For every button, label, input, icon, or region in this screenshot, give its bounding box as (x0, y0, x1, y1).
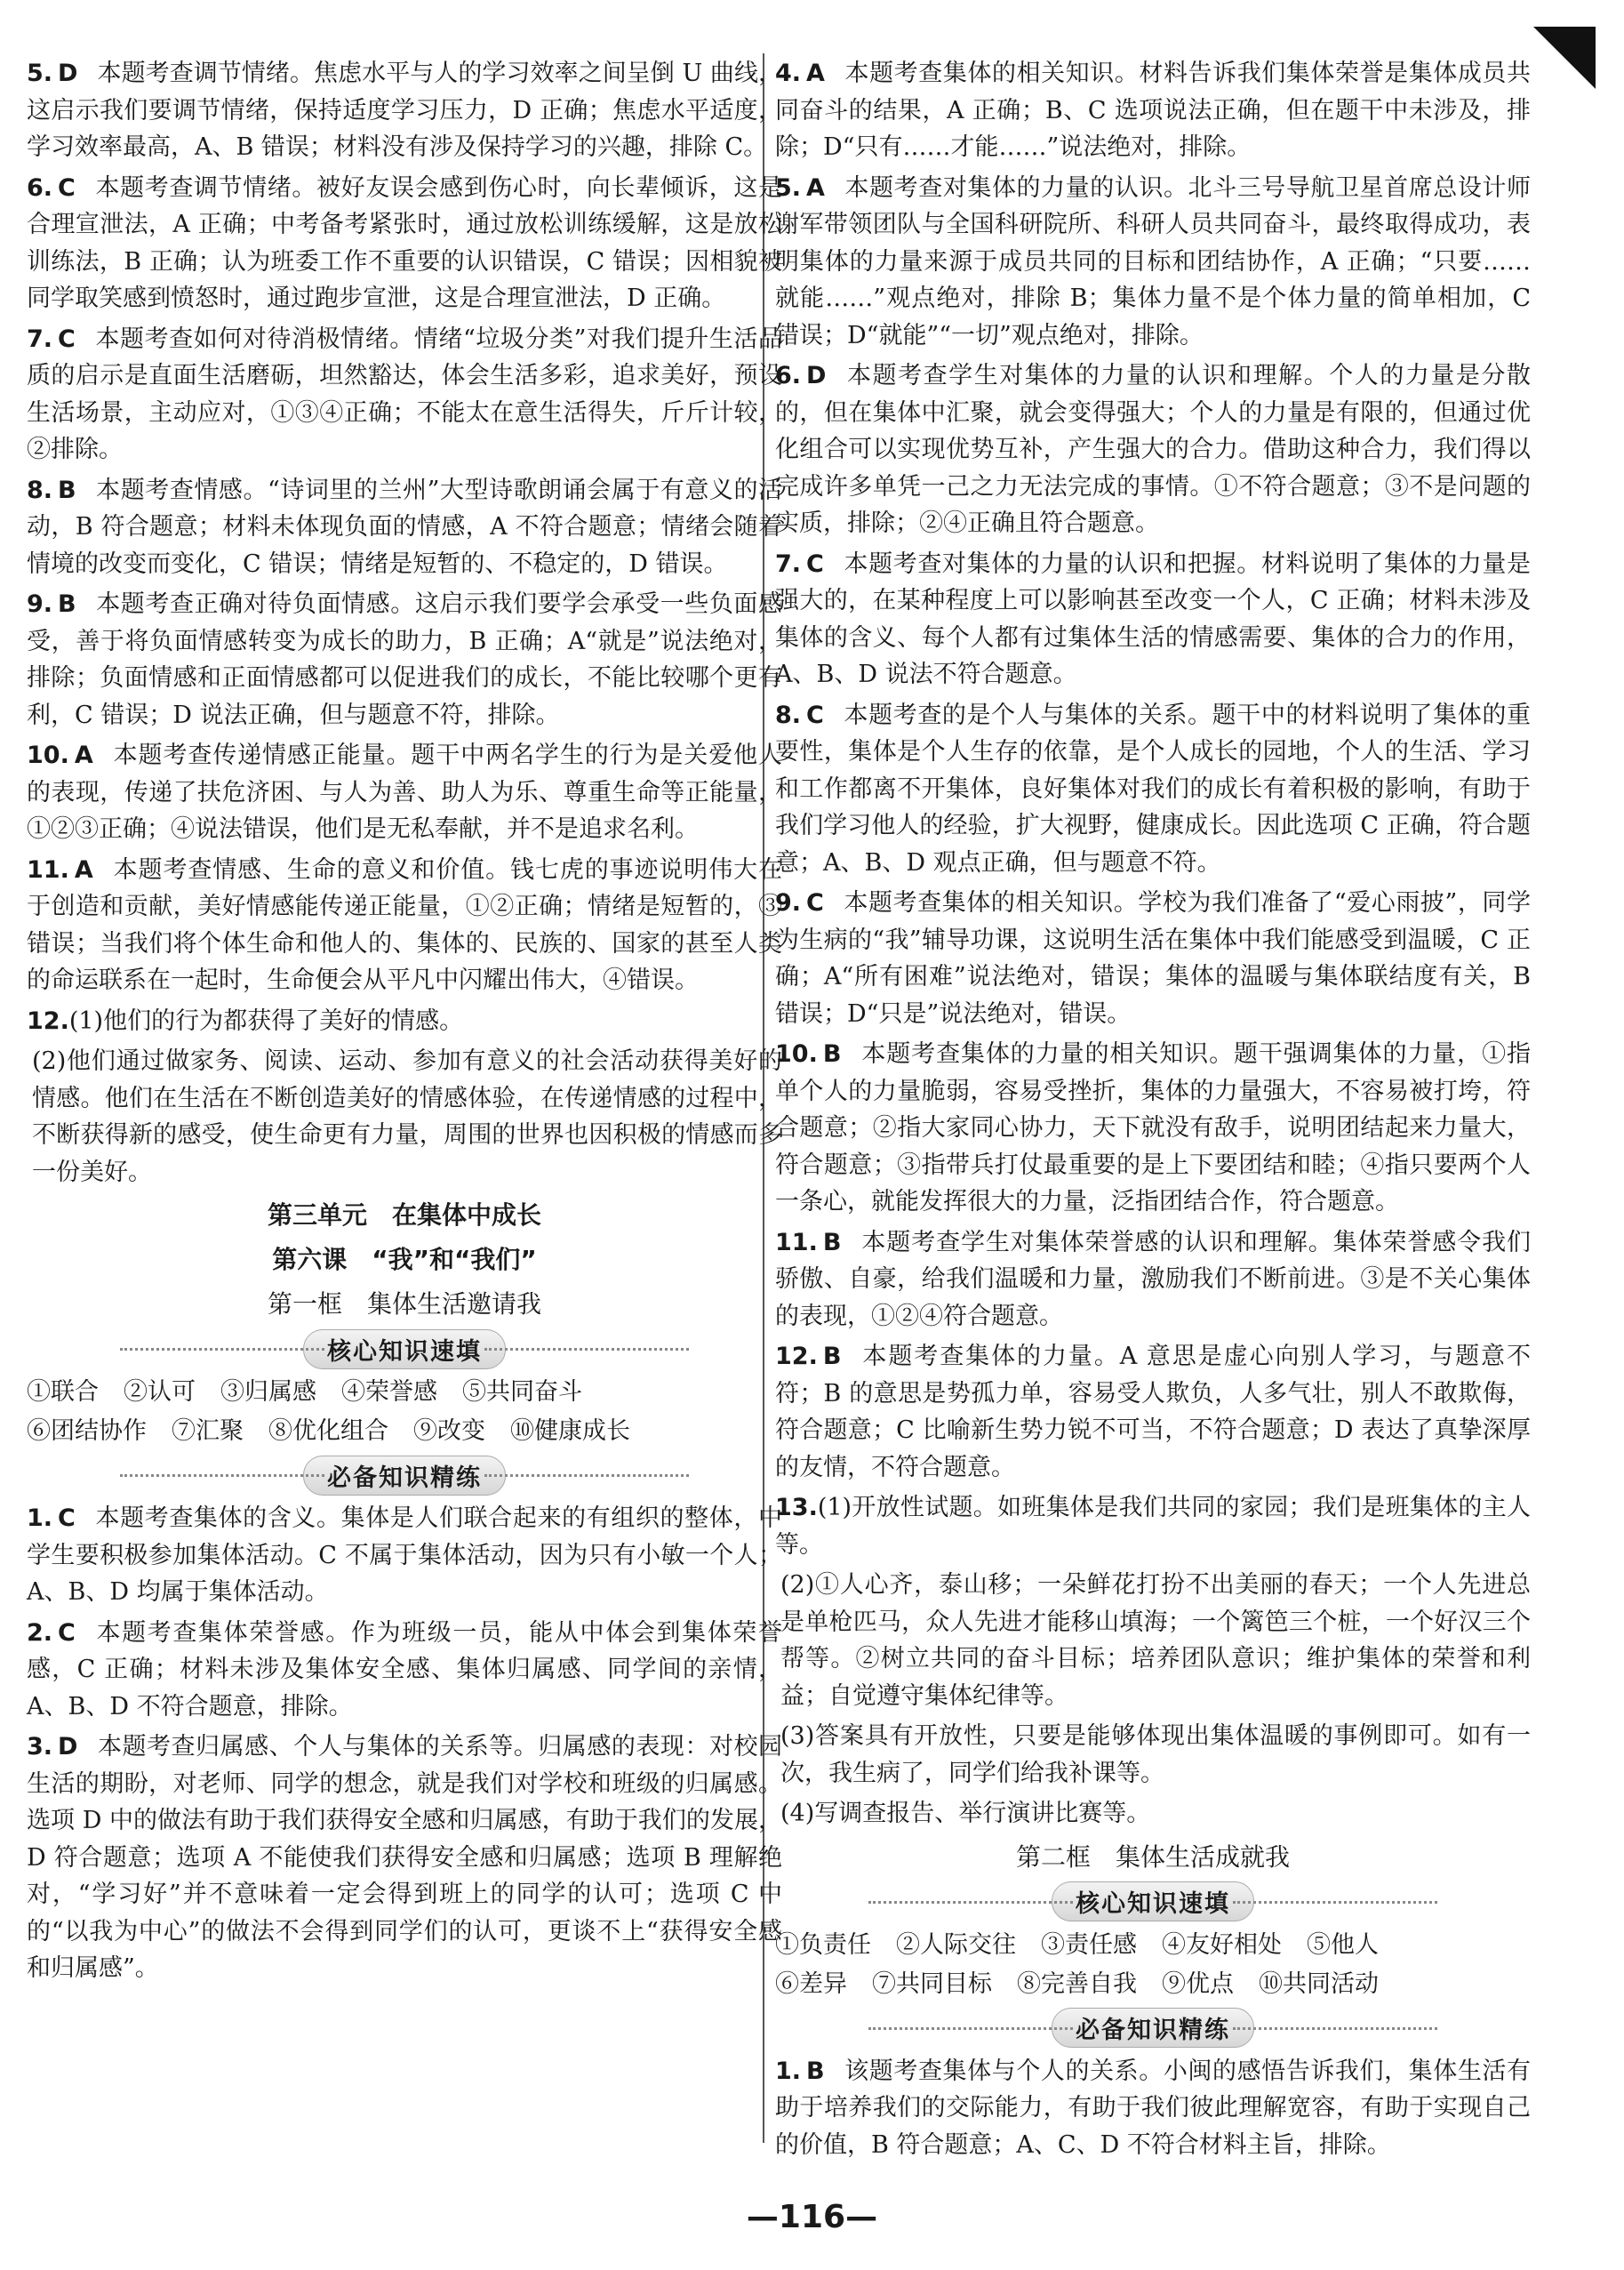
answer-letter: C (58, 325, 76, 353)
practice-label-2: 必备知识精练 (1052, 2008, 1254, 2048)
fill-item: ⑦汇聚 (172, 1417, 244, 1445)
right-answer-list (775, 55, 1531, 1563)
answer-13-part2: (2)①人心齐，泰山移；一朵鲜花打扮不出美丽的春天；一个人先进总是单枪匹马，众人先进才能移山填海；一个篱笆三个桩，一个好汉三个帮等。②树立共同的奋斗目标；培养团队意识；维护集体的荣誉和利益；自觉遵守集体纪律等。 (780, 1571, 1531, 1710)
core-knowledge-banner (27, 1329, 782, 1368)
question-number: 10. (27, 742, 69, 769)
question-number: 3. (27, 1733, 53, 1761)
question-number: 6. (27, 173, 53, 202)
answer-letter: B (806, 2057, 825, 2085)
practice-label: 必备知识精练 (303, 1456, 506, 1496)
explanation-text: 本题考查集体的含义。集体是人们联合起来的有组织的整体，中学生要积极参加集体活动。C 不属于集体活动，因为只有小敏一个人；A、B、D 均属于集体活动。 (27, 1504, 782, 1606)
explanation-text: 本题考查对集体的力量的认识和把握。材料说明了集体的力量是强大的，在某种程度上可以影响甚至改变一个人，C 正确；材料未涉及集体的含义、每个人都有过集体生活的情感需要、集体的合力的作用，A、B、D 说法不符合题意。 (775, 549, 1531, 688)
answer-letter: D (58, 60, 78, 87)
explanation-text: 本题考查学生对集体荣誉感的认识和理解。集体荣誉感令我们骄傲、自豪，给我们温暖和力量，激励我们不断前进。③是不关心集体的表现，①②④符合题意。 (775, 1228, 1531, 1330)
answer-item (775, 885, 1531, 1032)
answer-item (775, 1338, 1531, 1486)
answer-letter: A (806, 173, 825, 202)
answer-letter: D (58, 1733, 78, 1761)
question-number: 13. (775, 1494, 818, 1521)
answer-letter: A (74, 855, 93, 884)
page-number: —116— (746, 2199, 878, 2235)
fill-item: ⑥差异 (775, 1969, 847, 1998)
question-number: 5. (27, 60, 53, 87)
question-number: 7. (27, 325, 53, 353)
answer-item (27, 737, 782, 848)
core-knowledge-label-2: 核心知识速填 (1052, 1881, 1254, 1921)
question-number: 1. (27, 1504, 53, 1532)
explanation-text: 该题考查集体与个人的关系。小闽的感悟告诉我们，集体生活有助于培养我们的交际能力，有助于我们彼此理解宽容，有助于实现自己的价值，B 符合题意；A、C、D 不符合材料主旨，排除。 (775, 2057, 1531, 2159)
fill-item: ①负责任 (775, 1930, 871, 1959)
fill-item: ⑩共同活动 (1259, 1969, 1379, 1998)
answer-letter: B (822, 1343, 842, 1370)
explanation-text: 本题考查正确对待负面情感。这启示我们要学会承受一些负面感受，善于将负面情感转变为成长的助力，B 正确；A“就是”说法绝对，排除；负面情感和正面情感都可以促进我们的成长，不能比较哪个更有利，C 错误；D 说法正确，但与题意不符，排除。 (27, 590, 782, 729)
explanation-text: 本题考查归属感、个人与集体的关系等。归属感的表现：对校园生活的期盼，对老师、同学的想念，就是我们对学校和班级的归属感。选项 D 中的做法有助于我们获得安全感和归属感，有助于我们的发展，D 符合题意；选项 A 不能使我们获得安全感和归属感；选项 B 理解绝对，“学习好”并不意味着一定会得到班上的同学的认可；选项 C 中的“以我为中心”的做法不会得到同学们的认可，更谈不上“获得安全感和归属感”。 (27, 1733, 782, 1982)
answer-item (27, 170, 782, 317)
question-number: 4. (775, 60, 802, 87)
unit-title: 第三单元 在集体中成长 (267, 1200, 541, 1230)
fill-row-4 (775, 1966, 1531, 2003)
explanation-text: 本题考查的是个人与集体的关系。题干中的材料说明了集体的重要性，集体是个人生存的依靠，是个人成长的园地，个人的生活、学习和工作都离不开集体，良好集体对我们的成长有着积极的影响，有助于我们学习他人的经验，扩大视野，健康成长。因此选项 C 正确，符合题意；A、B、D 观点正确，但与题意不符。 (775, 701, 1531, 877)
fill-item: ④友好相处 (1162, 1930, 1282, 1959)
fill-row-1 (27, 1374, 782, 1411)
lesson-title: 第六课 “我”和“我们” (272, 1245, 537, 1274)
answer-letter: C (58, 1618, 76, 1647)
question-number: 6. (775, 362, 802, 389)
answer-item (27, 586, 782, 734)
fill-item: ⑧优化组合 (268, 1417, 388, 1445)
answer-item (775, 546, 1531, 694)
question-number: 8. (775, 701, 802, 729)
answer-letter: B (822, 1228, 842, 1256)
fill-item: ②人际交往 (896, 1930, 1016, 1959)
question-number: 9. (775, 889, 802, 917)
frame1-title: 第一框 集体生活邀请我 (267, 1289, 541, 1319)
answer-item (27, 1500, 782, 1611)
question-number: 7. (775, 549, 802, 578)
left-answer-list (27, 55, 782, 1039)
explanation-text: 本题考查情感。“诗词里的兰州”大型诗歌朗诵会属于有意义的活动，B 符合题意；材料未体现负面的情感，A 不符合题意；情绪会随着情境的改变而变化，C 错误；情绪是短暂的、不稳定的，D 错误。 (27, 476, 782, 578)
fill-item: ⑤他人 (1307, 1930, 1379, 1959)
answer-item (27, 1615, 782, 1726)
answer-item (775, 55, 1531, 166)
practice-banner (27, 1456, 782, 1495)
explanation-text: 本题考查情感、生命的意义和价值。钱七虎的事迹说明伟大在于创造和贡献，美好情感能传递正能量，①②正确；情绪是短暂的，③错误；当我们将个体生命和他人的、集体的、民族的、国家的甚至人类的命运联系在一起时，生命便会从平凡中闪耀出伟大，④错误。 (27, 855, 782, 994)
fill-row-3 (775, 1927, 1531, 1964)
question-number: 12. (27, 1007, 69, 1035)
fill-item: ②认可 (124, 1378, 196, 1406)
explanation-text: 本题考查对集体的力量的认识。北斗三号导航卫星首席总设计师谢军带领团队与全国科研院所、科研人员共同奋斗，最终取得成功，表明集体的力量来源于成员共同的目标和团结协作，A 正确；“只要……就能……”观点绝对，排除 B；集体力量不是个体力量的简单相加，C 错误；D“就能”“一切”观点绝对，排除。 (775, 173, 1531, 349)
fill-item: ⑨优点 (1162, 1969, 1234, 1998)
answer-item (27, 321, 782, 469)
explanation-text: (1)他们的行为都获得了美好的情感。 (68, 1007, 464, 1035)
frame2-title: 第二框 集体生活成就我 (1015, 1841, 1290, 1872)
corner-mark (1533, 27, 1596, 89)
fill-item: ③归属感 (220, 1378, 316, 1406)
answer-letter: C (806, 889, 824, 917)
core-knowledge-banner-2 (775, 1882, 1531, 1921)
explanation-text: 本题考查集体荣誉感。作为班级一员，能从中体会到集体荣誉感，C 正确；材料未涉及集体安全感、集体归属感、同学间的亲情，A、B、D 不符合题意，排除。 (27, 1618, 782, 1721)
question-number: 2. (27, 1618, 53, 1647)
fill-row-2 (27, 1413, 782, 1450)
answer-item (775, 1489, 1531, 1563)
left-answer-list-2 (27, 1500, 782, 1987)
question-number: 10. (775, 1040, 818, 1068)
question-number: 9. (27, 590, 53, 618)
answer-item (775, 357, 1531, 542)
explanation-text: 本题考查集体的力量。A 意思是虚心向别人学习，与题意不符；B 的意思是势孤力单，容易受人欺负，人多气壮，别人不敢欺侮，符合题意；C 比喻新生势力锐不可当，不符合题意；D 表达了真挚深厚的友情，不符合题意。 (775, 1343, 1531, 1481)
question-number: 8. (27, 476, 53, 504)
answer-13-part4: (4)写调查报告、举行演讲比赛等。 (780, 1800, 1151, 1827)
answer-letter: A (806, 60, 825, 87)
answer-item (775, 1224, 1531, 1336)
answer-13-part3: (3)答案具有开放性，只要是能够体现出集体温暖的事例即可。如有一次，我生病了，同学们给我补课等。 (780, 1722, 1531, 1787)
answer-letter: C (806, 701, 824, 729)
fill-item: ⑤共同奋斗 (462, 1378, 582, 1406)
fill-item: ①联合 (27, 1378, 99, 1406)
answer-item (27, 55, 782, 166)
explanation-text: 本题考查学生对集体的力量的认识和理解。个人的力量是分散的，但在集体中汇聚，就会变得强大；个人的力量是有限的，但通过优化组合可以实现优势互补，产生强大的合力。借助这种合力，我们得以完成许多单凭一己之力无法完成的事情。①不符合题意；③不是问题的实质，排除；②④正确且符合题意。 (775, 362, 1531, 537)
explanation-text: 本题考查集体的相关知识。材料告诉我们集体荣誉是集体成员共同奋斗的结果，A 正确；B、C 选项说法正确，但在题干中未涉及，排除；D“只有……才能……”说法绝对，排除。 (775, 60, 1531, 161)
fill-item: ⑨改变 (413, 1417, 485, 1445)
answer-item (27, 1729, 782, 1987)
left-column (27, 55, 782, 1991)
answer-item (775, 1036, 1531, 1221)
answer-item (27, 1003, 782, 1040)
explanation-text: 本题考查集体的相关知识。学校为我们准备了“爱心雨披”，同学为生病的“我”辅导功课，这说明生活在集体中我们能感受到温暖，C 正确；A“所有困难”说法绝对，错误；集体的温暖与集体联结度有关，B 错误；D“只是”说法绝对，错误。 (775, 889, 1531, 1028)
explanation-text: 本题考查传递情感正能量。题干中两名学生的行为是关爱他人的表现，传递了扶危济困、与人为善、助人为乐、尊重生命等正能量，①②③正确；④说法错误，他们是无私奉献，并不是追求名利。 (27, 742, 782, 843)
question-number: 1. (775, 2057, 802, 2085)
right-answer-list-2 (775, 2053, 1531, 2164)
question-number: 11. (27, 855, 69, 884)
answer-letter: D (806, 362, 827, 389)
answer-letter: C (58, 173, 76, 202)
answer-item (775, 170, 1531, 355)
answer-letter: C (58, 1504, 76, 1532)
explanation-text: 本题考查集体的力量的相关知识。题干强调集体的力量，①指单个人的力量脆弱，容易受挫折，集体的力量强大，不容易被打垮，符合题意；②指大家同心协力，天下就没有敌手，说明团结起来力量大，符合题意；③指带兵打仗最重要的是上下要团结和睦；④指只要两个人一条心，就能发挥很大的力量，泛指团结合作，符合题意。 (775, 1040, 1531, 1215)
answer-letter: A (74, 742, 93, 769)
fill-item: ⑧完善自我 (1017, 1969, 1137, 1998)
fill-item: ③责任感 (1041, 1930, 1137, 1959)
explanation-text: 本题考查调节情绪。被好友误会感到伤心时，向长辈倾诉，这是合理宣泄法，A 正确；中考备考紧张时，通过放松训练缓解，这是放松训练法，B 正确；认为班委工作不重要的认识错误，C 错误；因相貌被同学取笑感到愤怒时，通过跑步宣泄，这是合理宣泄法，D 正确。 (27, 173, 782, 312)
answer-12-part2: (2)他们通过做家务、阅读、运动、参加有意义的社会活动获得美好的情感。他们在生活在不断创造美好的情感体验，在传递情感的过程中，不断获得新的感受，使生命更有力量，周围的世界也因积极的情感而多一份美好。 (32, 1047, 782, 1186)
fill-item: ⑩健康成长 (510, 1417, 630, 1445)
question-number: 5. (775, 173, 802, 202)
fill-item: ④荣誉感 (341, 1378, 437, 1406)
answer-item (775, 697, 1531, 882)
explanation-text: 本题考查调节情绪。焦虑水平与人的学习效率之间呈倒 U 曲线，这启示我们要调节情绪，保持适度学习压力，D 正确；焦虑水平适度，学习效率最高，A、B 错误；材料没有涉及保持学习的兴趣，排除 C。 (27, 60, 782, 161)
practice-banner-2 (775, 2009, 1531, 2048)
answer-item (775, 2053, 1531, 2164)
answer-letter: B (58, 590, 76, 618)
explanation-text: 本题考查如何对待消极情绪。情绪“垃圾分类”对我们提升生活品质的启示是直面生活磨砺，坦然豁达，体会生活多彩，追求美好，预设生活场景，主动应对，①③④正确；不能太在意生活得失，斤斤计较，②排除。 (27, 325, 782, 463)
answer-item (27, 472, 782, 583)
question-number: 12. (775, 1343, 818, 1370)
answer-item (27, 852, 782, 999)
right-column (775, 55, 1531, 2167)
answer-letter: C (806, 549, 824, 578)
fill-item: ⑦共同目标 (872, 1969, 992, 1998)
answer-letter: B (822, 1040, 842, 1068)
question-number: 11. (775, 1228, 818, 1256)
core-knowledge-label: 核心知识速填 (303, 1329, 506, 1369)
explanation-text: (1)开放性试题。如班集体是我们共同的家园；我们是班集体的主人等。 (775, 1494, 1531, 1559)
answer-letter: B (58, 476, 76, 504)
fill-item: ⑥团结协作 (27, 1417, 147, 1445)
